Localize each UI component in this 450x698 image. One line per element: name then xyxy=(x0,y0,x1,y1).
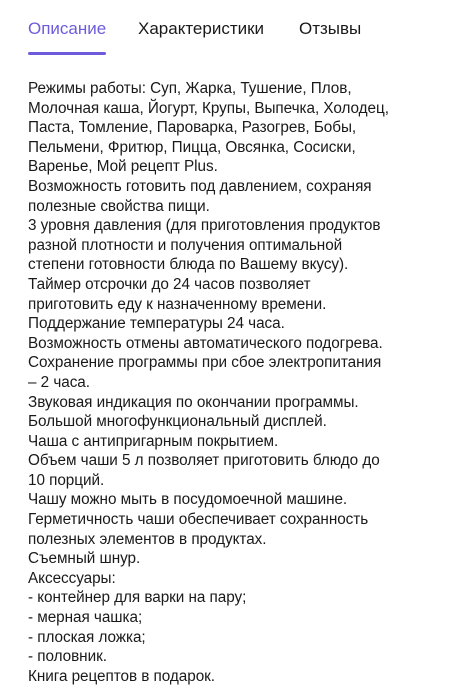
description-line: - мерная чашка; xyxy=(28,609,143,627)
tab-characteristics[interactable] xyxy=(138,18,264,40)
description-line: Звуковая индикация по окончании программы. xyxy=(28,393,359,411)
description-line: полезных элементов в продуктах. xyxy=(28,530,267,548)
tab-bar xyxy=(0,0,450,56)
description-line: - плоская ложка; xyxy=(28,628,146,646)
description-line: Герметичность чаши обеспечивает сохранность xyxy=(28,511,369,529)
product-description xyxy=(28,79,440,686)
description-line: Съемный шнур. xyxy=(28,550,141,568)
description-line: Сохранение программы при сбое электропитания xyxy=(28,354,382,372)
description-line: Объем чаши 5 л позволяет приготовить блюдо до xyxy=(28,452,380,470)
tab-characteristics-label: Характеристики xyxy=(138,19,265,38)
description-line: Пельмени, Фритюр, Пицца, Овсянка, Сосиски, xyxy=(28,138,356,156)
description-line: Паста, Томление, Пароварка, Разогрев, Бобы, xyxy=(28,119,357,137)
description-line: Аксессуары: xyxy=(28,569,116,587)
description-line: Варенье, Мой рецепт Plus. xyxy=(28,158,218,176)
description-line: Большой многофункциональный дисплей. xyxy=(28,413,327,431)
description-line: приготовить еду к назначенному времени. xyxy=(28,295,327,313)
description-line: - контейнер для варки на пару; xyxy=(28,589,247,607)
description-line: полезные свойства пищи. xyxy=(28,197,210,215)
description-line: Режимы работы: Суп, Жарка, Тушение, Плов, xyxy=(28,80,352,97)
description-line: Книга рецептов в подарок. xyxy=(28,667,215,685)
description-line: Чашу можно мыть в посудомоечной машине. xyxy=(28,491,348,509)
description-line: – 2 часа. xyxy=(28,373,90,391)
description-line: Чаша с антипригарным покрытием. xyxy=(28,432,279,450)
description-line: Возможность отмены автоматического подогрева. xyxy=(28,334,383,352)
tab-description[interactable] xyxy=(28,18,106,40)
description-line: 10 порций. xyxy=(28,471,105,489)
description-line: Возможность готовить под давлением, сохраняя xyxy=(28,177,372,195)
description-line: Поддержание температуры 24 часа. xyxy=(28,315,285,333)
description-line: степени готовности блюда по Вашему вкусу). xyxy=(28,256,349,274)
description-line: Молочная каша, Йогурт, Крупы, Выпечка, Холодец, xyxy=(28,99,389,117)
description-line: Таймер отсрочки до 24 часов позволяет xyxy=(28,275,311,293)
tab-reviews[interactable] xyxy=(299,18,361,40)
active-tab-indicator xyxy=(28,52,106,55)
tab-reviews-label: Отзывы xyxy=(299,19,362,38)
tab-description-label: Описание xyxy=(28,19,107,38)
description-line: 3 уровня давления (для приготовления продуктов xyxy=(28,217,381,235)
description-line: разной плотности и получения оптимальной xyxy=(28,236,343,254)
description-line: - половник. xyxy=(28,648,107,666)
